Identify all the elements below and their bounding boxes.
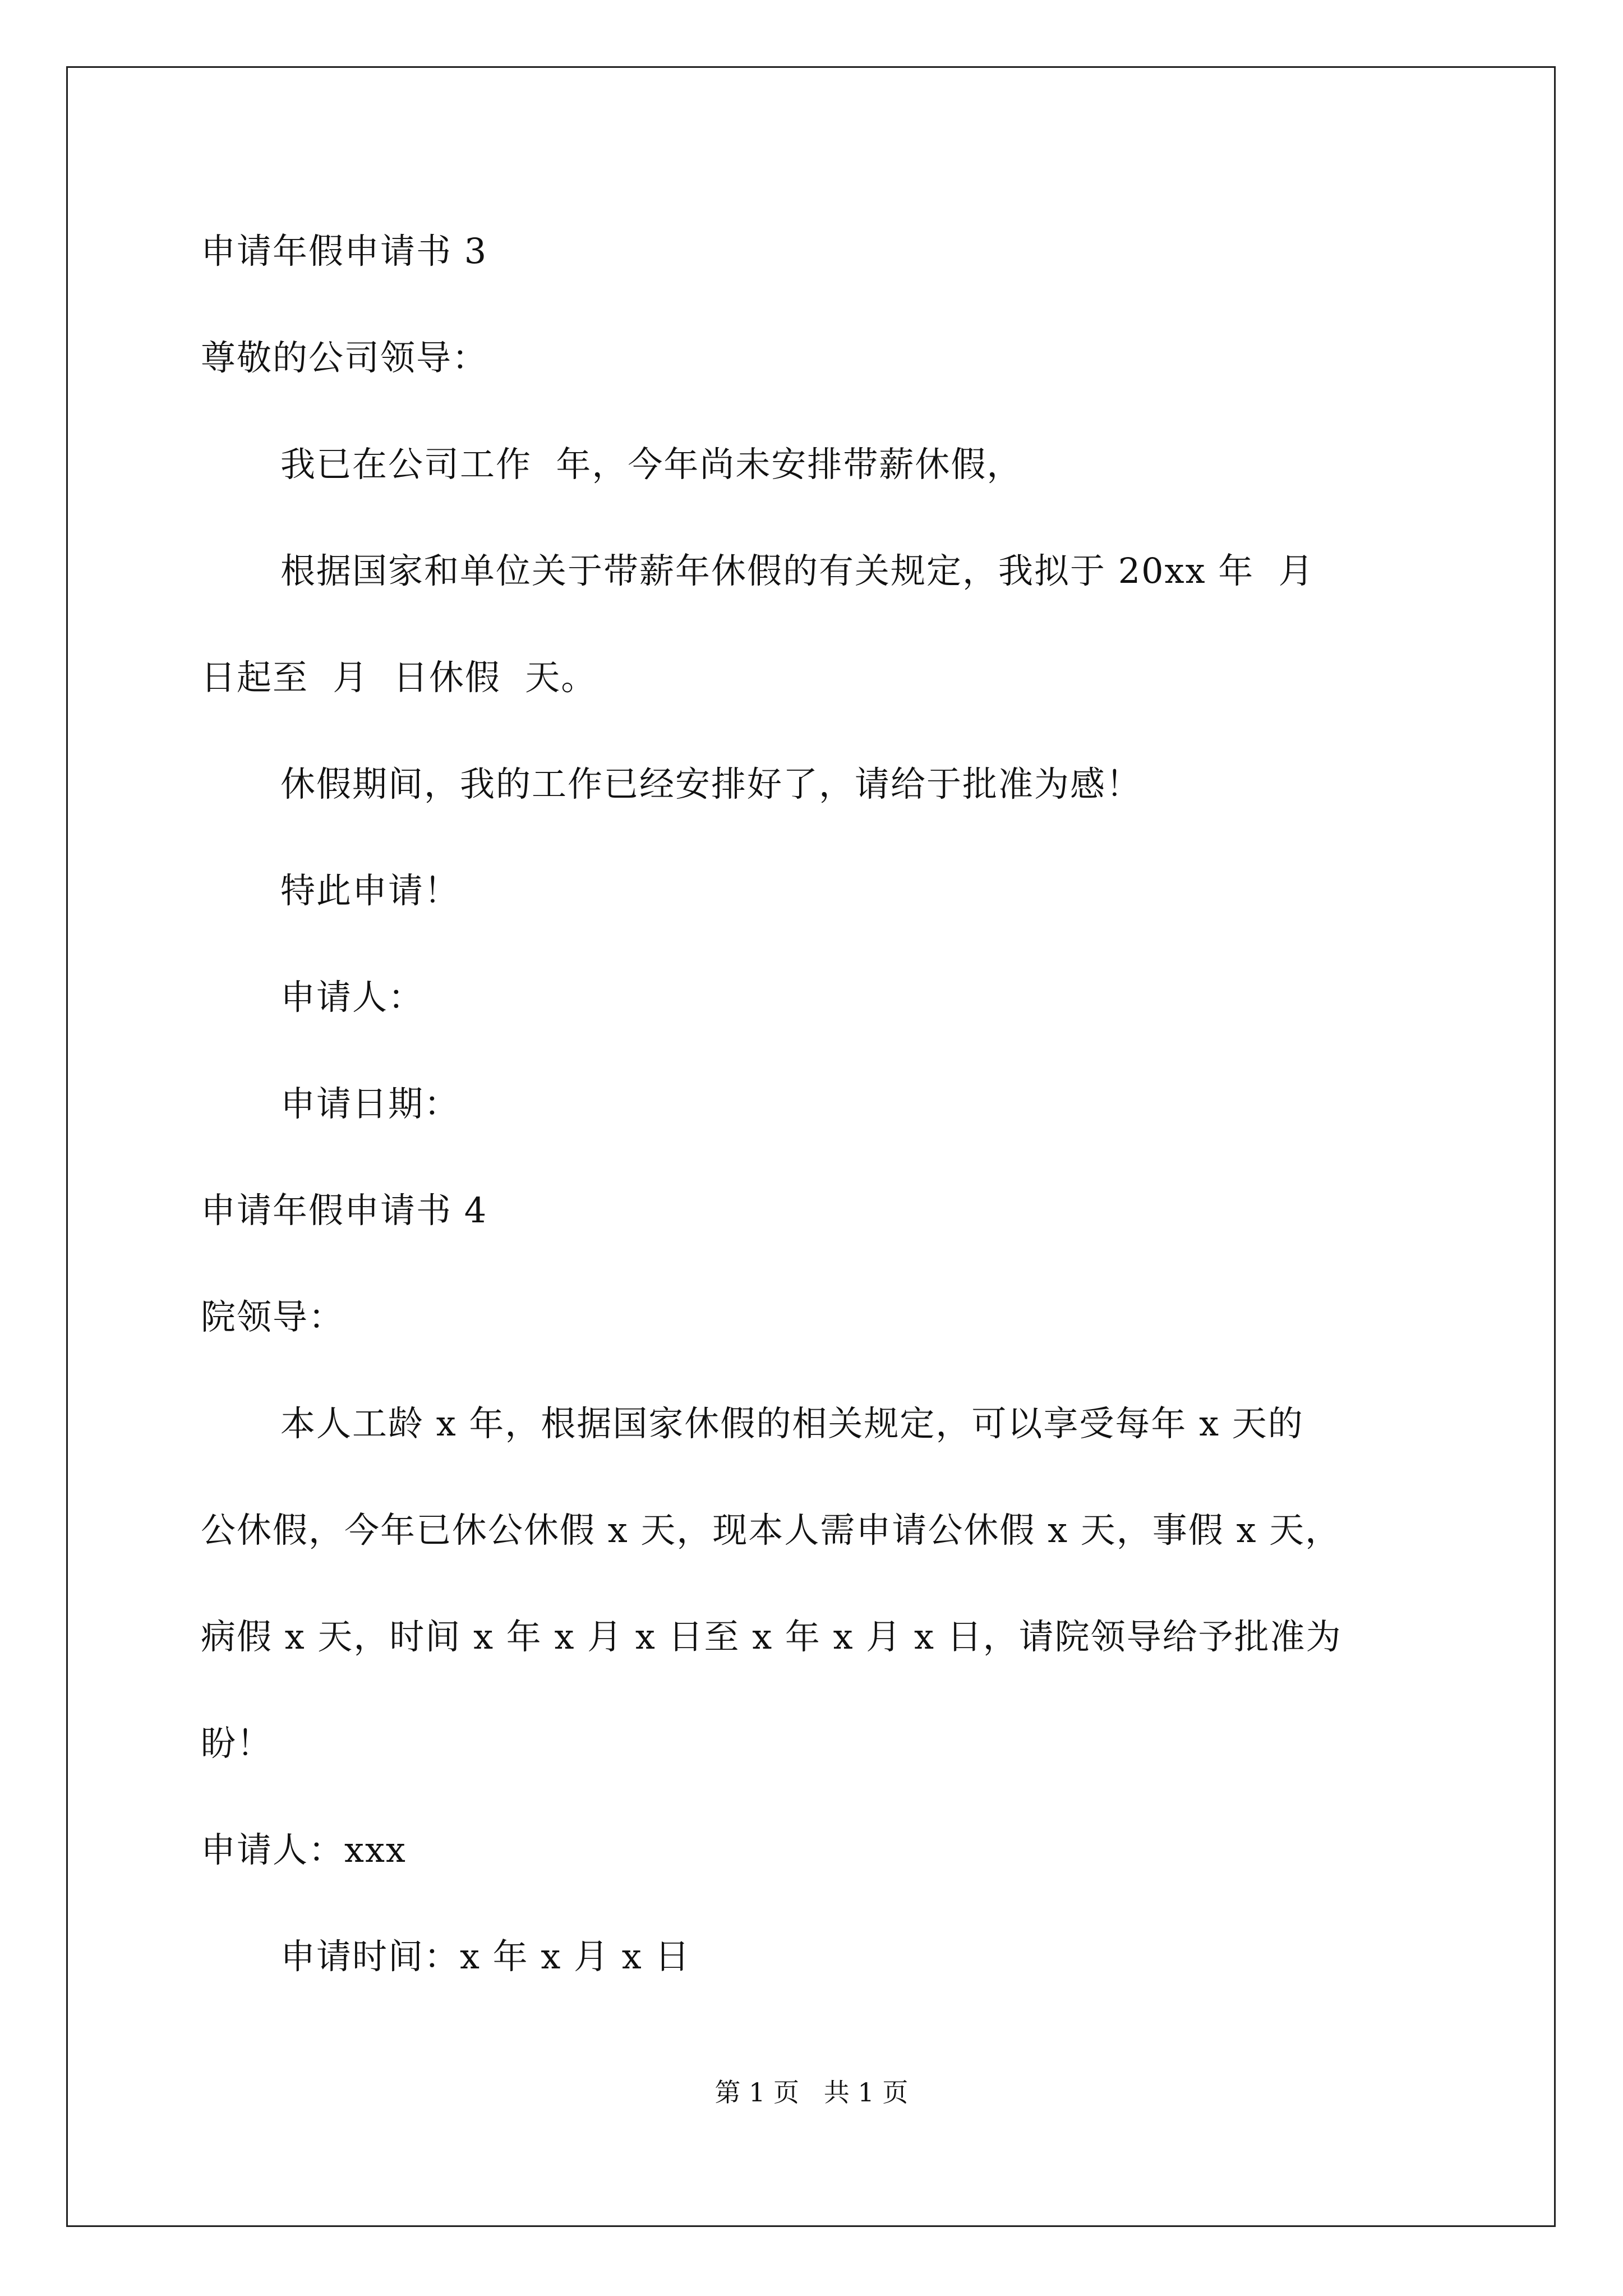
section4-applicant: 申请人：xxx xyxy=(201,1829,407,1870)
section4-salutation: 院领导： xyxy=(201,1296,345,1337)
section4-body-line-2: 公休假，今年已休公休假 x 天，现本人需申请公休假 x 天，事假 x 天， xyxy=(201,1510,1341,1550)
section4-body-line-4: 盼！ xyxy=(201,1723,273,1764)
section4-body-line-1: 本人工龄 x 年，根据国家休假的相关规定，可以享受每年 x 天的 xyxy=(280,1403,1304,1444)
section3-paragraph-4: 特此申请！ xyxy=(280,870,460,911)
section3-salutation: 尊敬的公司领导： xyxy=(201,337,488,378)
section3-title: 申请年假申请书 3 xyxy=(201,231,488,272)
section3-paragraph-3: 休假期间，我的工作已经安排好了，请给于批准为感！ xyxy=(280,763,1142,804)
page-footer: 第 1 页 共 1 页 xyxy=(714,2077,909,2108)
section3-paragraph-1: 我已在公司工作 年，今年尚未安排带薪休假， xyxy=(280,444,1023,485)
section3-applicant: 申请人： xyxy=(280,977,425,1018)
section4-time: 申请时间：x 年 x 月 x 日 xyxy=(280,1936,691,1977)
section4-body-line-3: 病假 x 天，时间 x 年 x 月 x 日至 x 年 x 月 x 日，请院领导给予批准为 xyxy=(201,1616,1342,1657)
section4-title: 申请年假申请书 4 xyxy=(201,1190,488,1231)
page-border xyxy=(66,66,1556,2227)
section3-paragraph-2-line-2: 日起至 月 日休假 天。 xyxy=(201,657,597,698)
section3-date: 申请日期： xyxy=(280,1083,460,1124)
section3-paragraph-2-line-1: 根据国家和单位关于带薪年休假的有关规定，我拟于 20xx 年 月 xyxy=(280,550,1315,591)
